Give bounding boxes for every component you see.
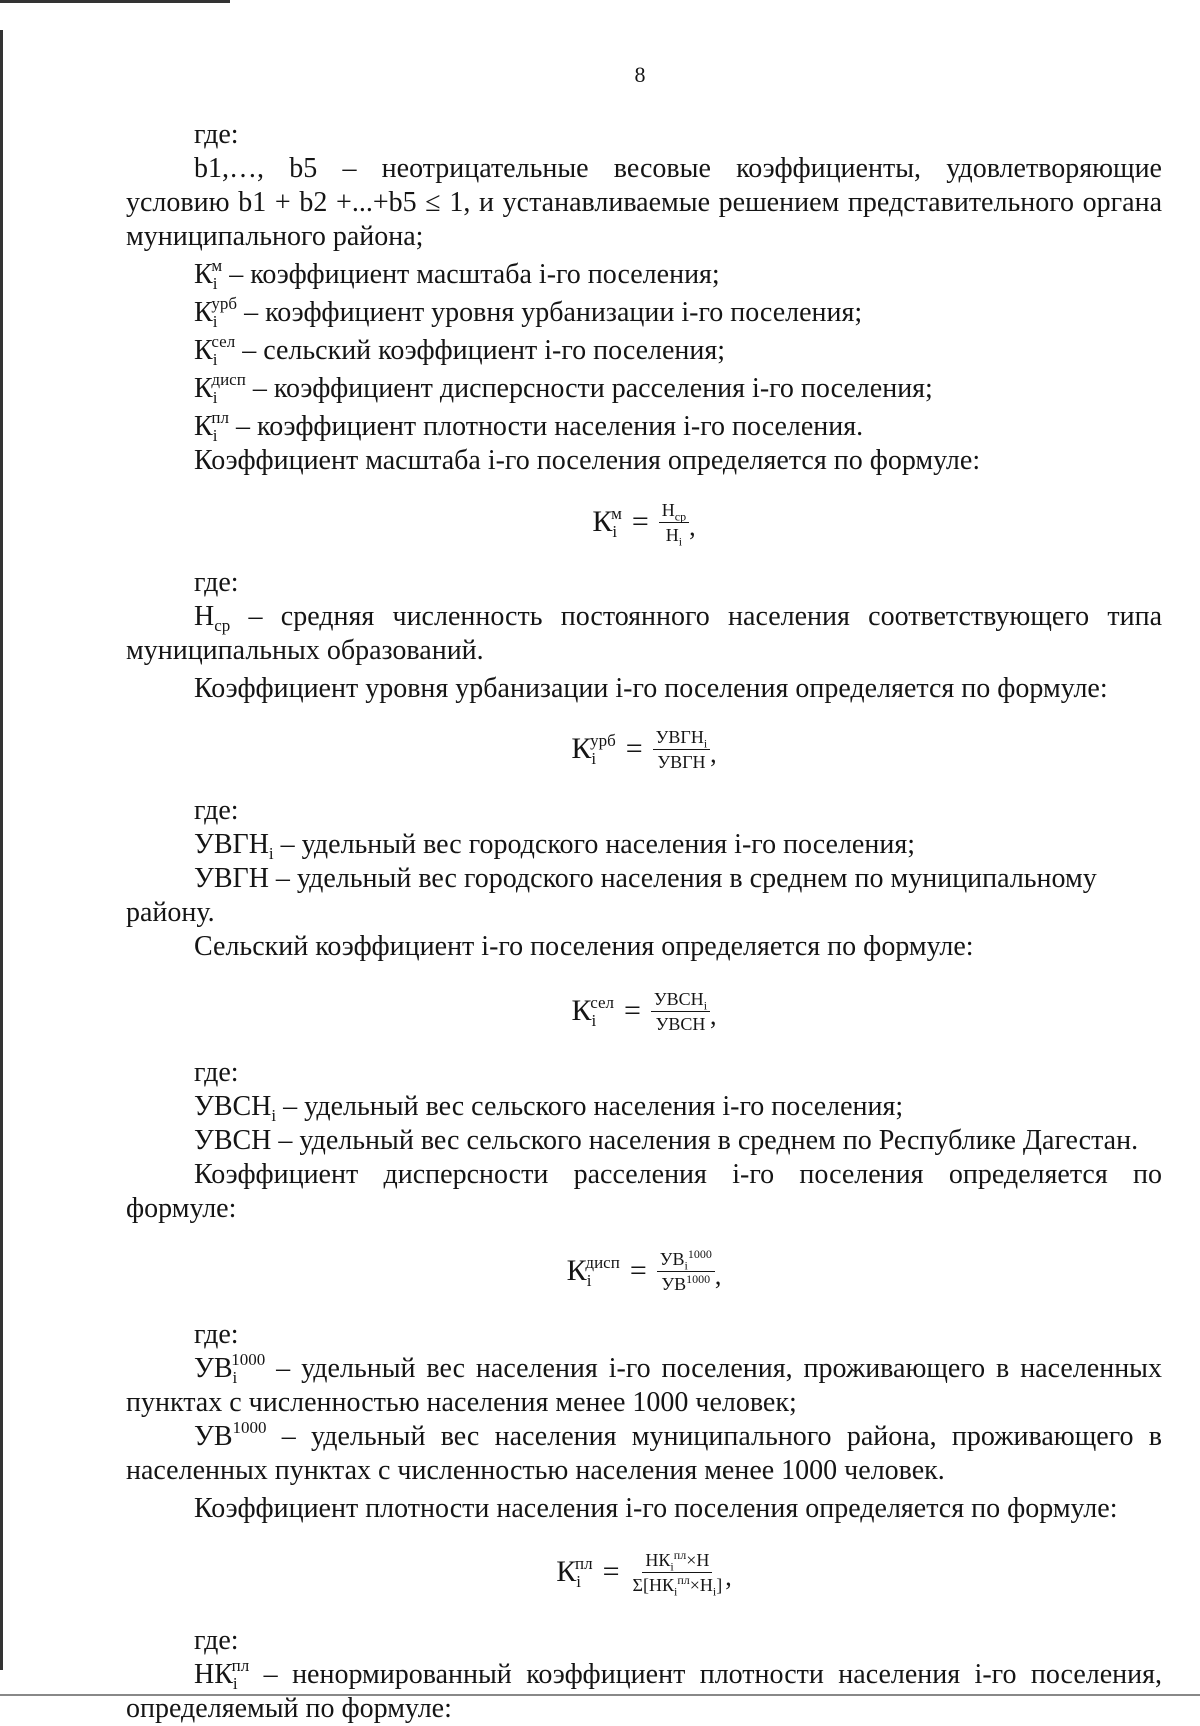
intro-scale: Коэффициент масштаба i-го поселения определяется по формуле: [194,445,981,476]
intro-disp: Коэффициент дисперсности расселения i-го поселения определяется по формуле: [126,1159,1162,1224]
def-uvsn-i: $УВСН_i$ – удельный вес сельского населения i-го поселения; [194,1091,904,1125]
def-uvgn: УВГН – удельный вес городского населения в среднем по муниципальному району. [126,863,1097,928]
weights-paragraph: b1,…, b5 – неотрицательные весовые коэффициенты, удовлетворяющие условию b1 + b2 +...+b5 ≤ 1, и устанавливаемые решением представительного органа муниципального района; [126,153,1162,252]
where-label: где: [194,1625,239,1656]
document-body [126,118,1162,1726]
def-k-sel: $К_i^{сел}$ – сельский коэффициент i-го поселения; [194,332,726,369]
formula-k-disp: $К_i^{дисп}$ = $\frac{УВ_i^{1000}}{УВ^{1000}}$ , [566,1246,722,1294]
where-label: где: [194,795,239,826]
intro-pl: Коэффициент плотности населения i-го поселения определяется по формуле: [194,1493,1118,1524]
def-uv: $УВ^{1000}$ – удельный вес населения муниципального района, проживающего в населенных пунктах с численностью населения менее 1000 человек. [126,1418,1162,1486]
def-k-urb: $К_i^{урб}$ – коэффициент уровня урбанизации i-го поселения; [194,294,863,331]
def-k-pl: $К_i^{пл}$ – коэффициент плотности населения i-го поселения. [194,408,864,445]
formula-k-urb: $К_i^{урб}$ = $\frac{УВГН_i}{\text{УВГН}}$ , [571,726,717,772]
where-label: где: [194,119,239,150]
def-hsr: $Н_{ср}$ – средняя численность постоянного населения соответствующего типа муниципальных образований. [126,601,1162,666]
intro-sel: Сельский коэффициент i-го поселения определяется по формуле: [194,931,974,962]
where-label: где: [194,1319,239,1350]
formula-k-scale: $К_i^м$ = $\frac{Н_{ср}}{Н_i}$ , [592,499,696,549]
where-label: где: [194,567,239,598]
def-uvgn-i: $УВГН_i$ – удельный вес городского населения i-го поселения; [194,829,915,863]
formula-k-sel: $К_i^{сел}$ = $\frac{УВСН_i}{\text{УВСН}}$ , [571,988,717,1034]
def-k-scale: $К_i^м$ – коэффициент масштаба i-го поселения; [194,256,720,293]
def-nk: $НК_i^{пл}$ – ненормированный коэффициент плотности населения i-го поселения, определяемый по формуле: [126,1656,1162,1724]
def-k-disp: $К_i^{дисп}$ – коэффициент дисперсности расселения i-го поселения; [194,370,933,407]
page-number: 8 [634,62,646,87]
scan-top-edge [0,0,230,3]
where-label: где: [194,1057,239,1088]
def-uvsn: УВСН – удельный вес сельского населения в среднем по Республике Дагестан. [194,1125,1139,1156]
def-uv-i: $УВ_i^{1000}$ – удельный вес населения i-го поселения, проживающего в населенных пунктах с численностью населения менее 1000 человек; [126,1350,1162,1418]
intro-urb: Коэффициент уровня урбанизации i-го поселения определяется по формуле: [194,673,1108,704]
scan-left-edge [0,30,3,1670]
formula-k-pl: $К_i^{пл}$ = $\frac{НК_i^{пл}\times Н}{\Sigma[НК_i^{пл}\times Н_i]}$ , [556,1547,732,1599]
